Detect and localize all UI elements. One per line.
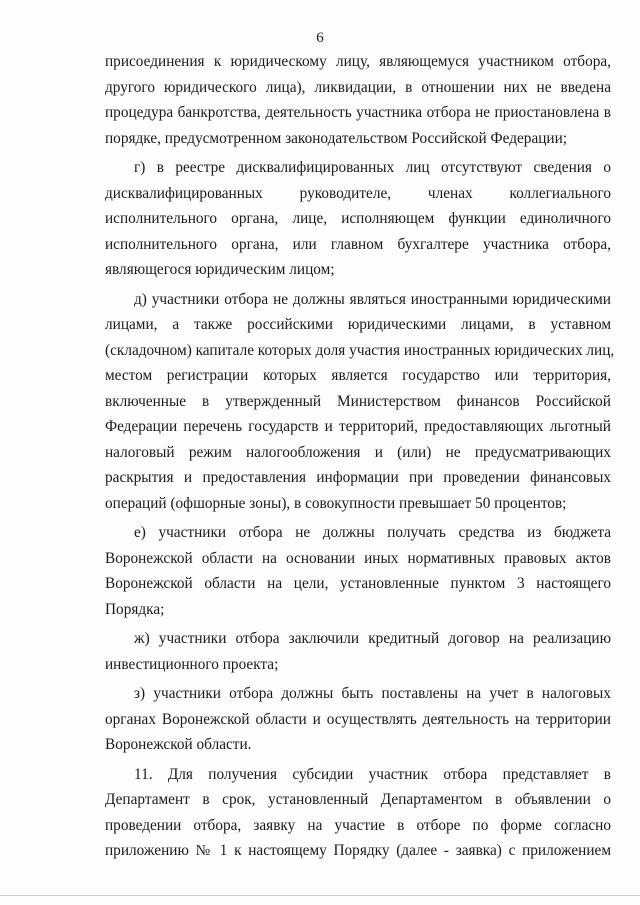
document-body (105, 49, 615, 864)
text-line: з) участники отбора должны быть поставлены на учет в налоговых (134, 685, 611, 702)
text-line: Федерации перечень государств и территорий, предоставляющих льготный (105, 418, 611, 435)
text-line: Порядка; (105, 600, 165, 618)
text-line: проведении отбора, заявку на участие в отборе по форме согласно (105, 816, 611, 834)
paragraph-item-e (105, 520, 611, 622)
text-line: органах Воронежской области и осуществлять деятельность на территории (105, 710, 611, 728)
text-line: присоединения к юридическому лицу, являющемуся участником отбора, (105, 53, 611, 70)
text-line: раскрытия и предоставления информации при проведении финансовых (105, 469, 611, 486)
text-line: Воронежской области на цели, установленные пунктом 3 настоящего (105, 575, 611, 592)
text-line: лицами, а также российскими юридическими лицами, в уставном (105, 316, 611, 333)
text-line: другого юридического лица), ликвидации, в отношении них не введена (105, 78, 611, 96)
paragraph-continuation (105, 49, 611, 151)
page-number: 6 (316, 30, 324, 46)
paragraph-clause-11 (105, 762, 611, 864)
text-line: включенные в утвержденный Министерством финансов Российской (105, 392, 611, 410)
text-line: Воронежской области. (105, 736, 252, 753)
text-line: исполнительного органа, лице, исполняющем функции единоличного (105, 210, 611, 227)
text-line: процедура банкротства, деятельность участника отбора не приостановлена в (105, 104, 611, 121)
text-line: (складочном) капитале которых доля участия иностранных юридических лиц, (105, 341, 615, 359)
text-line: инвестиционного проекта; (105, 655, 279, 673)
text-line: налоговый режим налогообложения и (или) не предусматривающих (105, 443, 611, 461)
text-line: 11. Для получения субсидии участник отбора представляет в (134, 765, 611, 783)
text-line: д) участники отбора не должны являться иностранными юридическими (134, 290, 611, 308)
scan-edge-line (0, 895, 640, 896)
paragraph-item-d (105, 287, 615, 517)
text-line: являющегося юридическим лицом; (105, 261, 335, 278)
text-line: местом регистрации которых является государство или территория, (105, 367, 611, 384)
text-line: дисквалифицированных руководителе, членах коллегиального (105, 184, 611, 202)
text-line: исполнительного органа, или главном бухгалтере участника отбора, (105, 235, 611, 253)
paragraph-item-z (105, 681, 611, 758)
text-line: приложению № 1 к настоящему Порядку (далее - заявка) с приложением (105, 842, 611, 859)
text-line: е) участники отбора не должны получать средства из бюджета (134, 524, 611, 541)
text-line: порядке, предусмотренном законодательством Российской Федерации; (105, 129, 568, 147)
text-line: операций (офшорные зоны), в совокупности превышает 50 процентов; (105, 494, 567, 512)
text-line: Департамент в срок, установленный Департаментом в объявлении о (105, 791, 611, 808)
text-line: Воронежской области на основании иных нормативных правовых актов (105, 549, 611, 567)
paragraph-item-g (105, 155, 611, 283)
paragraph-item-zh (105, 626, 611, 677)
text-line: г) в реестре дисквалифицированных лиц отсутствуют сведения о (134, 159, 611, 176)
text-line: ж) участники отбора заключили кредитный договор на реализацию (134, 630, 611, 647)
